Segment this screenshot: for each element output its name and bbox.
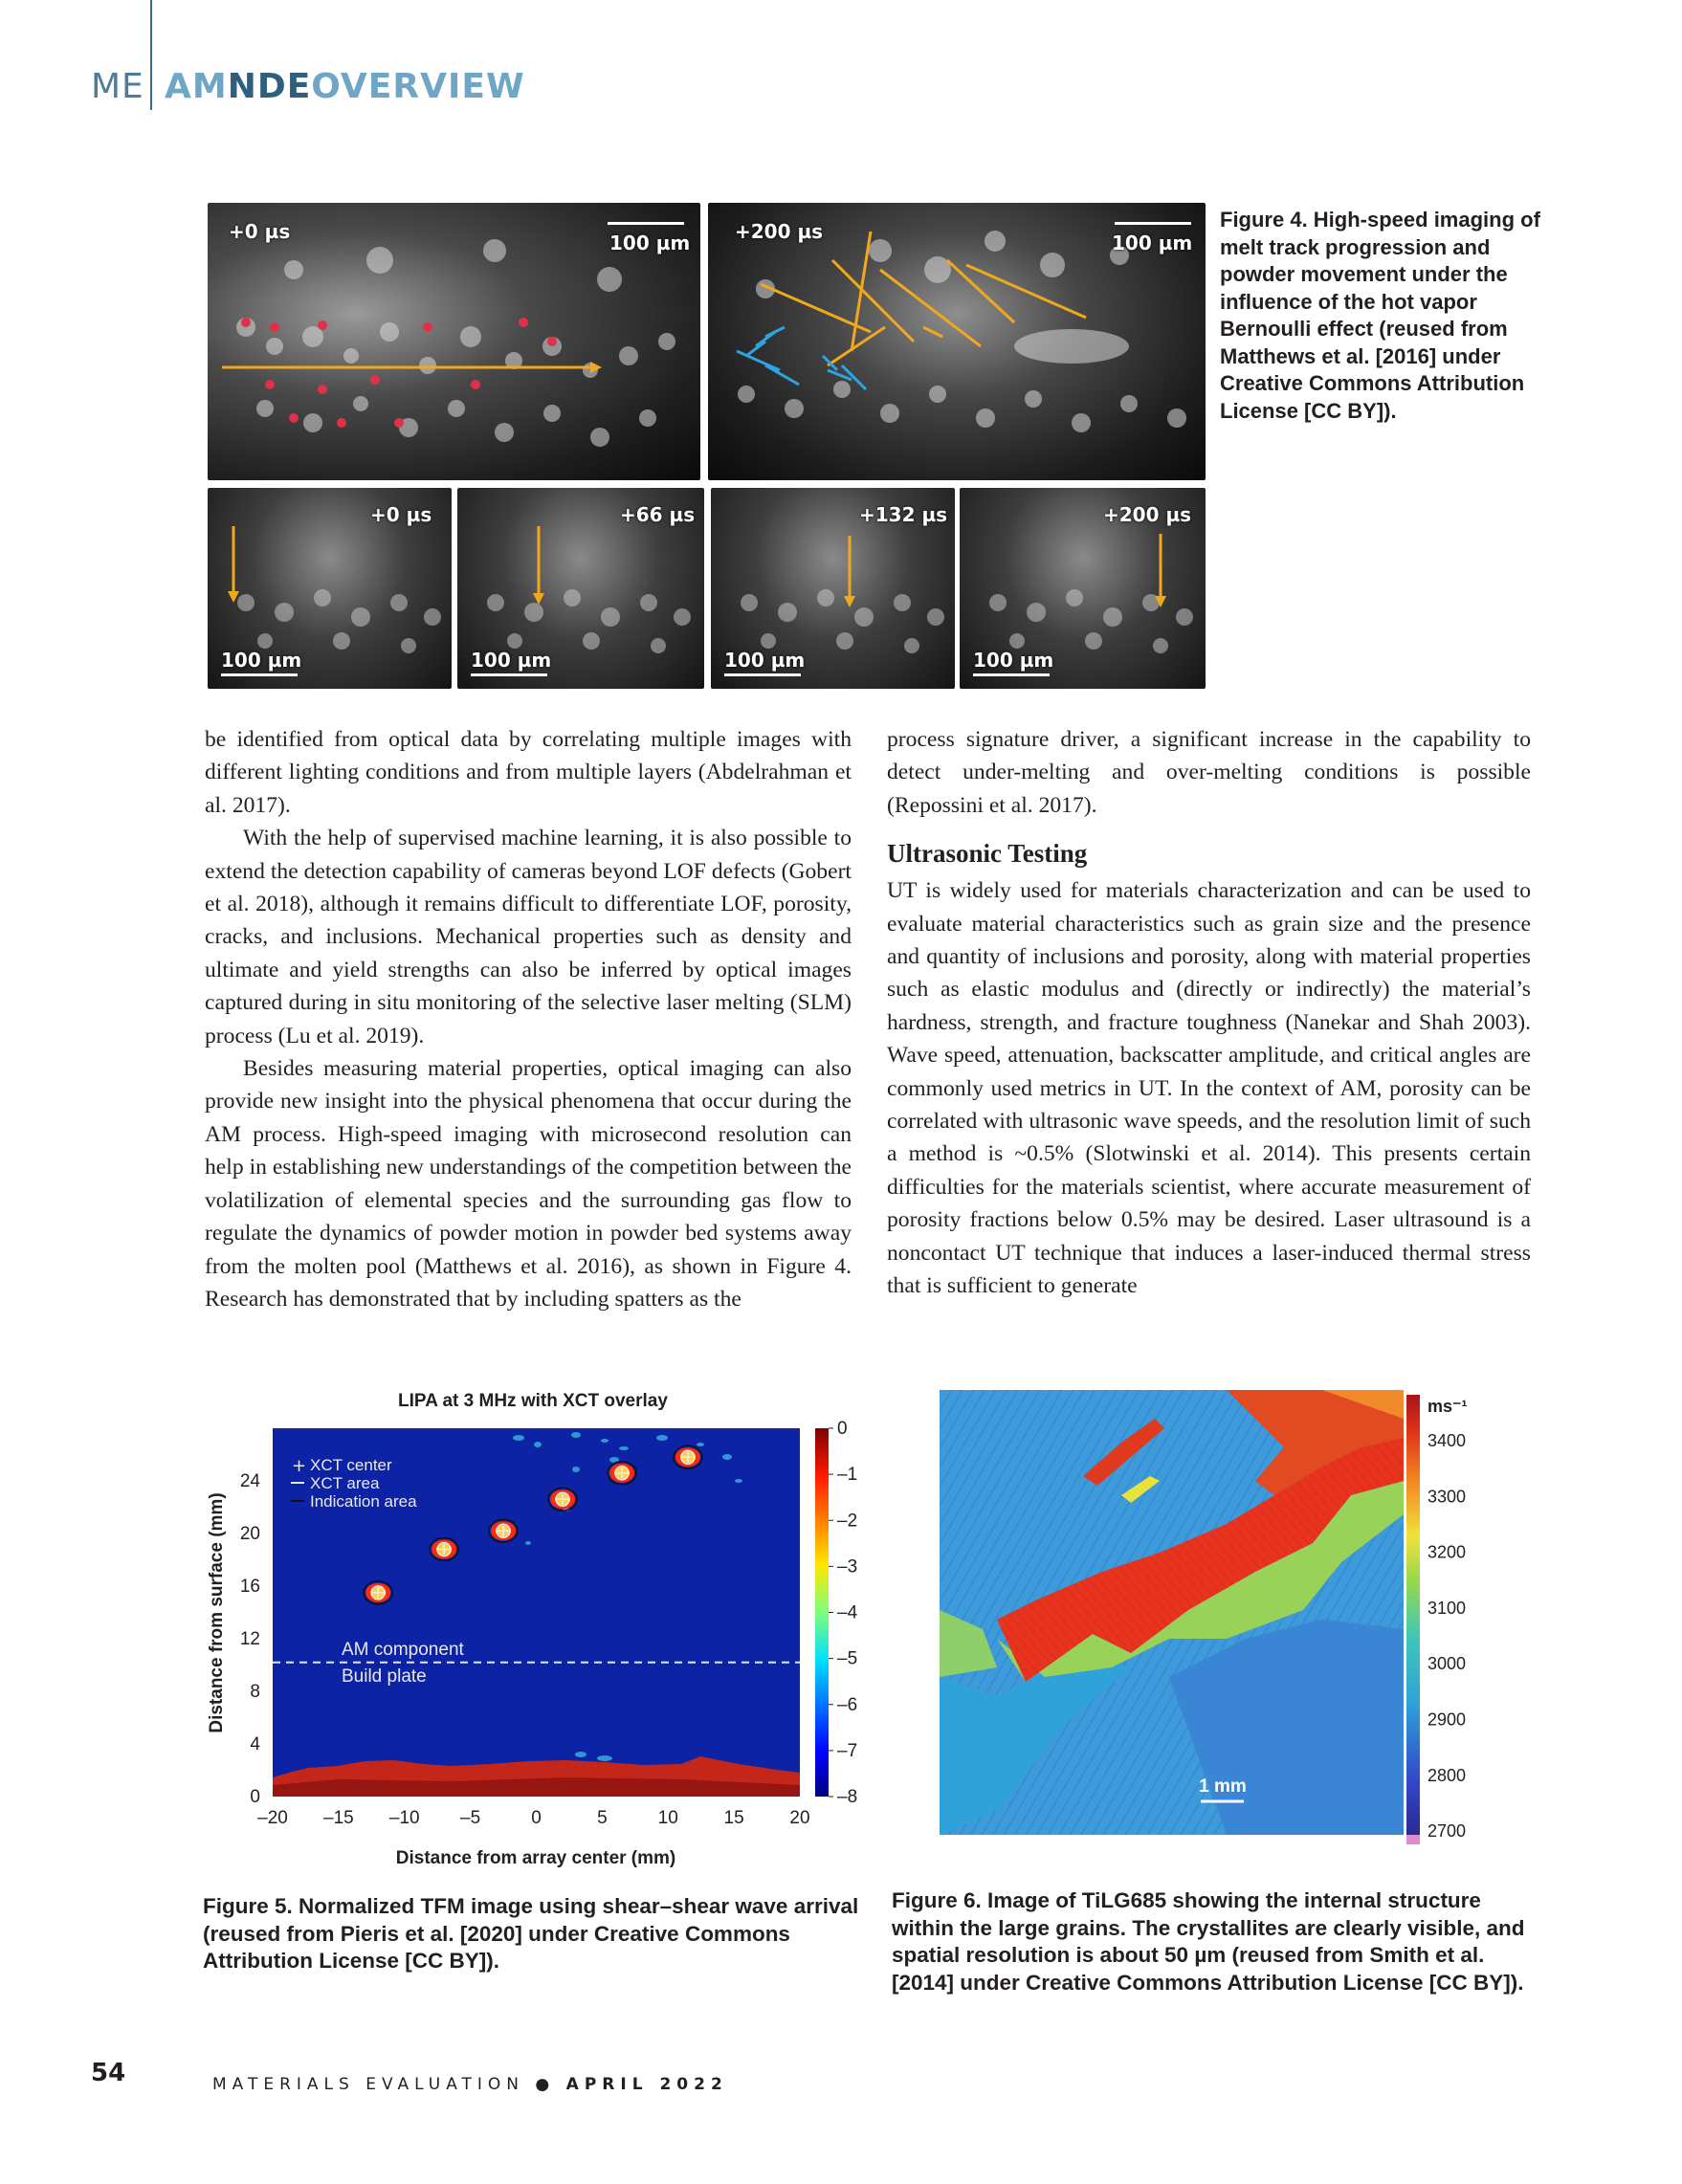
issue-date: APRIL 2022 xyxy=(565,2075,728,2094)
fig5-ytick-label: 4 xyxy=(250,1734,260,1754)
fig5-colorbar xyxy=(815,1428,829,1797)
fig5-ytick-label: 0 xyxy=(250,1787,260,1807)
header-section-title: AMNDEOVERVIEW xyxy=(165,67,525,106)
header-rule xyxy=(150,0,152,110)
fig5-xtick-label: 15 xyxy=(723,1808,744,1828)
fig4-top-left-time: +0 µs xyxy=(229,220,291,243)
fig5-legend-xct-area: XCT area xyxy=(310,1474,380,1492)
body-left-column xyxy=(205,723,852,1315)
fig4-top-right-scale: 100 µm xyxy=(1112,232,1193,254)
fig5-xtick-label: 10 xyxy=(657,1808,678,1828)
figure-6-caption: Figure 6. Image of TiLG685 showing the internal structure within the large grains. The crystallites are clearly visible, and spatial resolution is about 50 µm (reused from Smith et al. [2014] under Creative Commons Attribution License [CC BY]). xyxy=(892,1888,1525,1995)
fig4-top-right-scalebar xyxy=(1115,222,1191,225)
body-paragraph: UT is widely used for materials characterization and can be used to evaluate material characteristics such as grain size and the presence and quantity of inclusions and porosity, along with material properties such as elastic modulus and (directly or indirectly) the material’s hardness, strength, and fracture toughness (Nanekar and Shah 2003). Wave speed, attenuation, backscatter amplitude, and critical angles are commonly used metrics in UT. In the context of AM, porosity can be correlated with ultrasonic wave speeds, and the resolution limit of such a method is ~0.5% (Slotwinski et al. 2014). This presents certain difficulties for the materials scientist, where accurate measurement of porosity fractions below 0.5% may be desired. Laser ultrasound is a noncontact UT technique that induces a laser-induced thermal stress that is sufficient to generate xyxy=(887,878,1531,1299)
fig4-top-left-scale: 100 µm xyxy=(609,232,691,254)
fig4-bottom-scale-4: 100 µm xyxy=(973,649,1054,672)
fig5-ytick-label: 16 xyxy=(239,1577,260,1597)
fig5-legend-xct-center: XCT center xyxy=(310,1456,392,1474)
fig6-colorbar-gradient xyxy=(1406,1395,1420,1835)
fig4-bottom-image-2 xyxy=(457,488,704,689)
fig5-ylabel: Distance from surface (mm) xyxy=(207,1492,227,1733)
fig5-annotation-am-component: AM component xyxy=(342,1639,464,1660)
fig5-colorbar-tick-label: –4 xyxy=(837,1602,858,1623)
fig5-colorbar-tick-label: –2 xyxy=(837,1511,858,1532)
fig4-top-right-image xyxy=(708,203,1206,480)
fig5-xtick-label: 5 xyxy=(597,1808,608,1828)
fig6-colorbar-tick-label: 3200 xyxy=(1427,1542,1467,1562)
fig6-colorbar-tick-label: 3100 xyxy=(1427,1598,1467,1618)
fig4-bottom-scale-2: 100 µm xyxy=(471,649,552,672)
fig4-top-left-image xyxy=(208,203,700,480)
bullet-icon: ● xyxy=(535,2075,556,2094)
figure-6-image xyxy=(940,1390,1404,1835)
fig5-legend-indication-area: Indication area xyxy=(310,1492,417,1511)
body-paragraph: With the help of supervised machine learning, it is also possible to extend the detection capability of cameras beyond LOF defects (Gobert et al. 2018), although it remains difficult to differentiate LOF, porosity, cracks, and inclusions. Mechanical properties such as density and ultimate and yield strengths can also be inferred by optical images captured during in situ monitoring of the selective laser melting (SLM) process (Lu et al. 2019). xyxy=(205,826,852,1048)
plus-icon: + xyxy=(292,1456,307,1476)
fig4-bottom-image-4 xyxy=(960,488,1206,689)
fig5-colorbar-tick-label: –5 xyxy=(837,1648,858,1669)
fig5-colorbar-tick-label: –1 xyxy=(837,1465,858,1486)
fig4-bottom-image-1 xyxy=(208,488,452,689)
fig6-colorbar-tick-label: 3300 xyxy=(1427,1487,1467,1507)
figure-5-chart xyxy=(203,1385,873,1873)
body-paragraph: be identified from optical data by correlating multiple images with different lighting conditions and from multiple layers (Abdelrahman et al. 2017). xyxy=(205,727,852,818)
fig5-xlabel: Distance from array center (mm) xyxy=(395,1848,676,1868)
fig4-bottom-time-2: +66 µs xyxy=(620,503,696,526)
fig4-bottom-scalebar-4 xyxy=(973,673,1050,676)
figure-6-colorbar xyxy=(1405,1385,1538,1854)
fig5-xtick-label: –5 xyxy=(460,1808,481,1828)
fig5-xtick-label: –15 xyxy=(323,1808,354,1828)
fig5-colorbar-tick-label: –3 xyxy=(837,1556,858,1577)
fig4-bottom-time-1: +0 µs xyxy=(370,503,432,526)
fig5-annotation-build-plate: Build plate xyxy=(342,1666,427,1687)
body-paragraph: process signature driver, a significant increase in the capability to detect under-melting and over-melting conditions is possible (Repossini et al. 2017). xyxy=(887,727,1531,818)
fig6-scale-label: 1 mm xyxy=(1199,1776,1247,1797)
body-right-column xyxy=(887,723,1531,1303)
fig5-xtick-label: 0 xyxy=(531,1808,542,1828)
fig4-top-right-time: +200 µs xyxy=(735,220,824,243)
fig5-ytick-label: 8 xyxy=(250,1682,260,1702)
fig6-colorbar-tick-label: 2800 xyxy=(1427,1765,1467,1785)
body-paragraph: Besides measuring material properties, optical imaging can also provide new insight into the physical phenomena that occur during the AM process. High-speed imaging with microsecond resolution can help in establishing new understandings of the competition between the volatilization of elemental species and the surrounding gas flow to regulate the dynamics of powder motion in powder bed systems away from the molten pool (Matthews et al. 2016), as shown in Figure 4. Research has demonstrated that by including spatters as the xyxy=(205,1056,852,1312)
fig4-bottom-scalebar-3 xyxy=(724,673,801,676)
fig6-colorbar-tick-label: 3000 xyxy=(1427,1654,1467,1674)
header-section-left: ME xyxy=(91,67,144,106)
fig6-colorbar-tick-label: 2700 xyxy=(1427,1821,1467,1842)
fig5-colorbar-tick-label: 0 xyxy=(837,1419,848,1439)
figure-4-caption: Figure 4. High-speed imaging of melt track progression and powder movement under the influence of the hot vapor Bernoulli effect (reused from Matthews et al. [2016] under Creative Commons Attribution License [CC BY]). xyxy=(1220,208,1540,423)
fig5-colorbar-tick-label: –8 xyxy=(837,1787,858,1807)
fig5-colorbar-tick-label: –7 xyxy=(837,1740,858,1761)
fig5-ytick-label: 20 xyxy=(239,1524,260,1544)
fig5-colorbar-tick-label: –6 xyxy=(837,1694,858,1715)
fig4-bottom-time-3: +132 µs xyxy=(859,503,948,526)
fig6-colorbar-tick-label: 3400 xyxy=(1427,1431,1467,1450)
fig4-top-left-scalebar xyxy=(608,222,684,225)
section-heading: Ultrasonic Testing xyxy=(887,839,1088,869)
footer-magazine xyxy=(212,2075,728,2094)
fig6-colorbar-bottom-swatch xyxy=(1406,1835,1420,1844)
fig5-xtick-label: –10 xyxy=(388,1808,420,1828)
fig6-colorbar-unit: ms⁻¹ xyxy=(1427,1397,1468,1416)
fig5-xtick-label: –20 xyxy=(257,1808,288,1828)
fig4-bottom-image-3 xyxy=(711,488,955,689)
fig4-bottom-time-4: +200 µs xyxy=(1103,503,1192,526)
fig4-bottom-scale-3: 100 µm xyxy=(724,649,806,672)
fig4-bottom-scale-1: 100 µm xyxy=(221,649,302,672)
page-number: 54 xyxy=(91,2059,126,2087)
fig4-bottom-scalebar-1 xyxy=(221,673,298,676)
fig6-colorbar-tick-label: 2900 xyxy=(1427,1710,1467,1730)
figure-5-caption: Figure 5. Normalized TFM image using shear–shear wave arrival (reused from Pieris et al. [2020] under Creative Commons Attribution License [CC BY]). xyxy=(203,1894,859,1973)
fig5-title: LIPA at 3 MHz with XCT overlay xyxy=(398,1391,668,1411)
fig5-xtick-label: 20 xyxy=(789,1808,810,1828)
magazine-name: MATERIALS EVALUATION xyxy=(212,2075,525,2094)
fig4-bottom-scalebar-2 xyxy=(471,673,547,676)
fig5-ytick-label: 12 xyxy=(239,1629,260,1649)
fig5-ytick-label: 24 xyxy=(239,1471,260,1491)
